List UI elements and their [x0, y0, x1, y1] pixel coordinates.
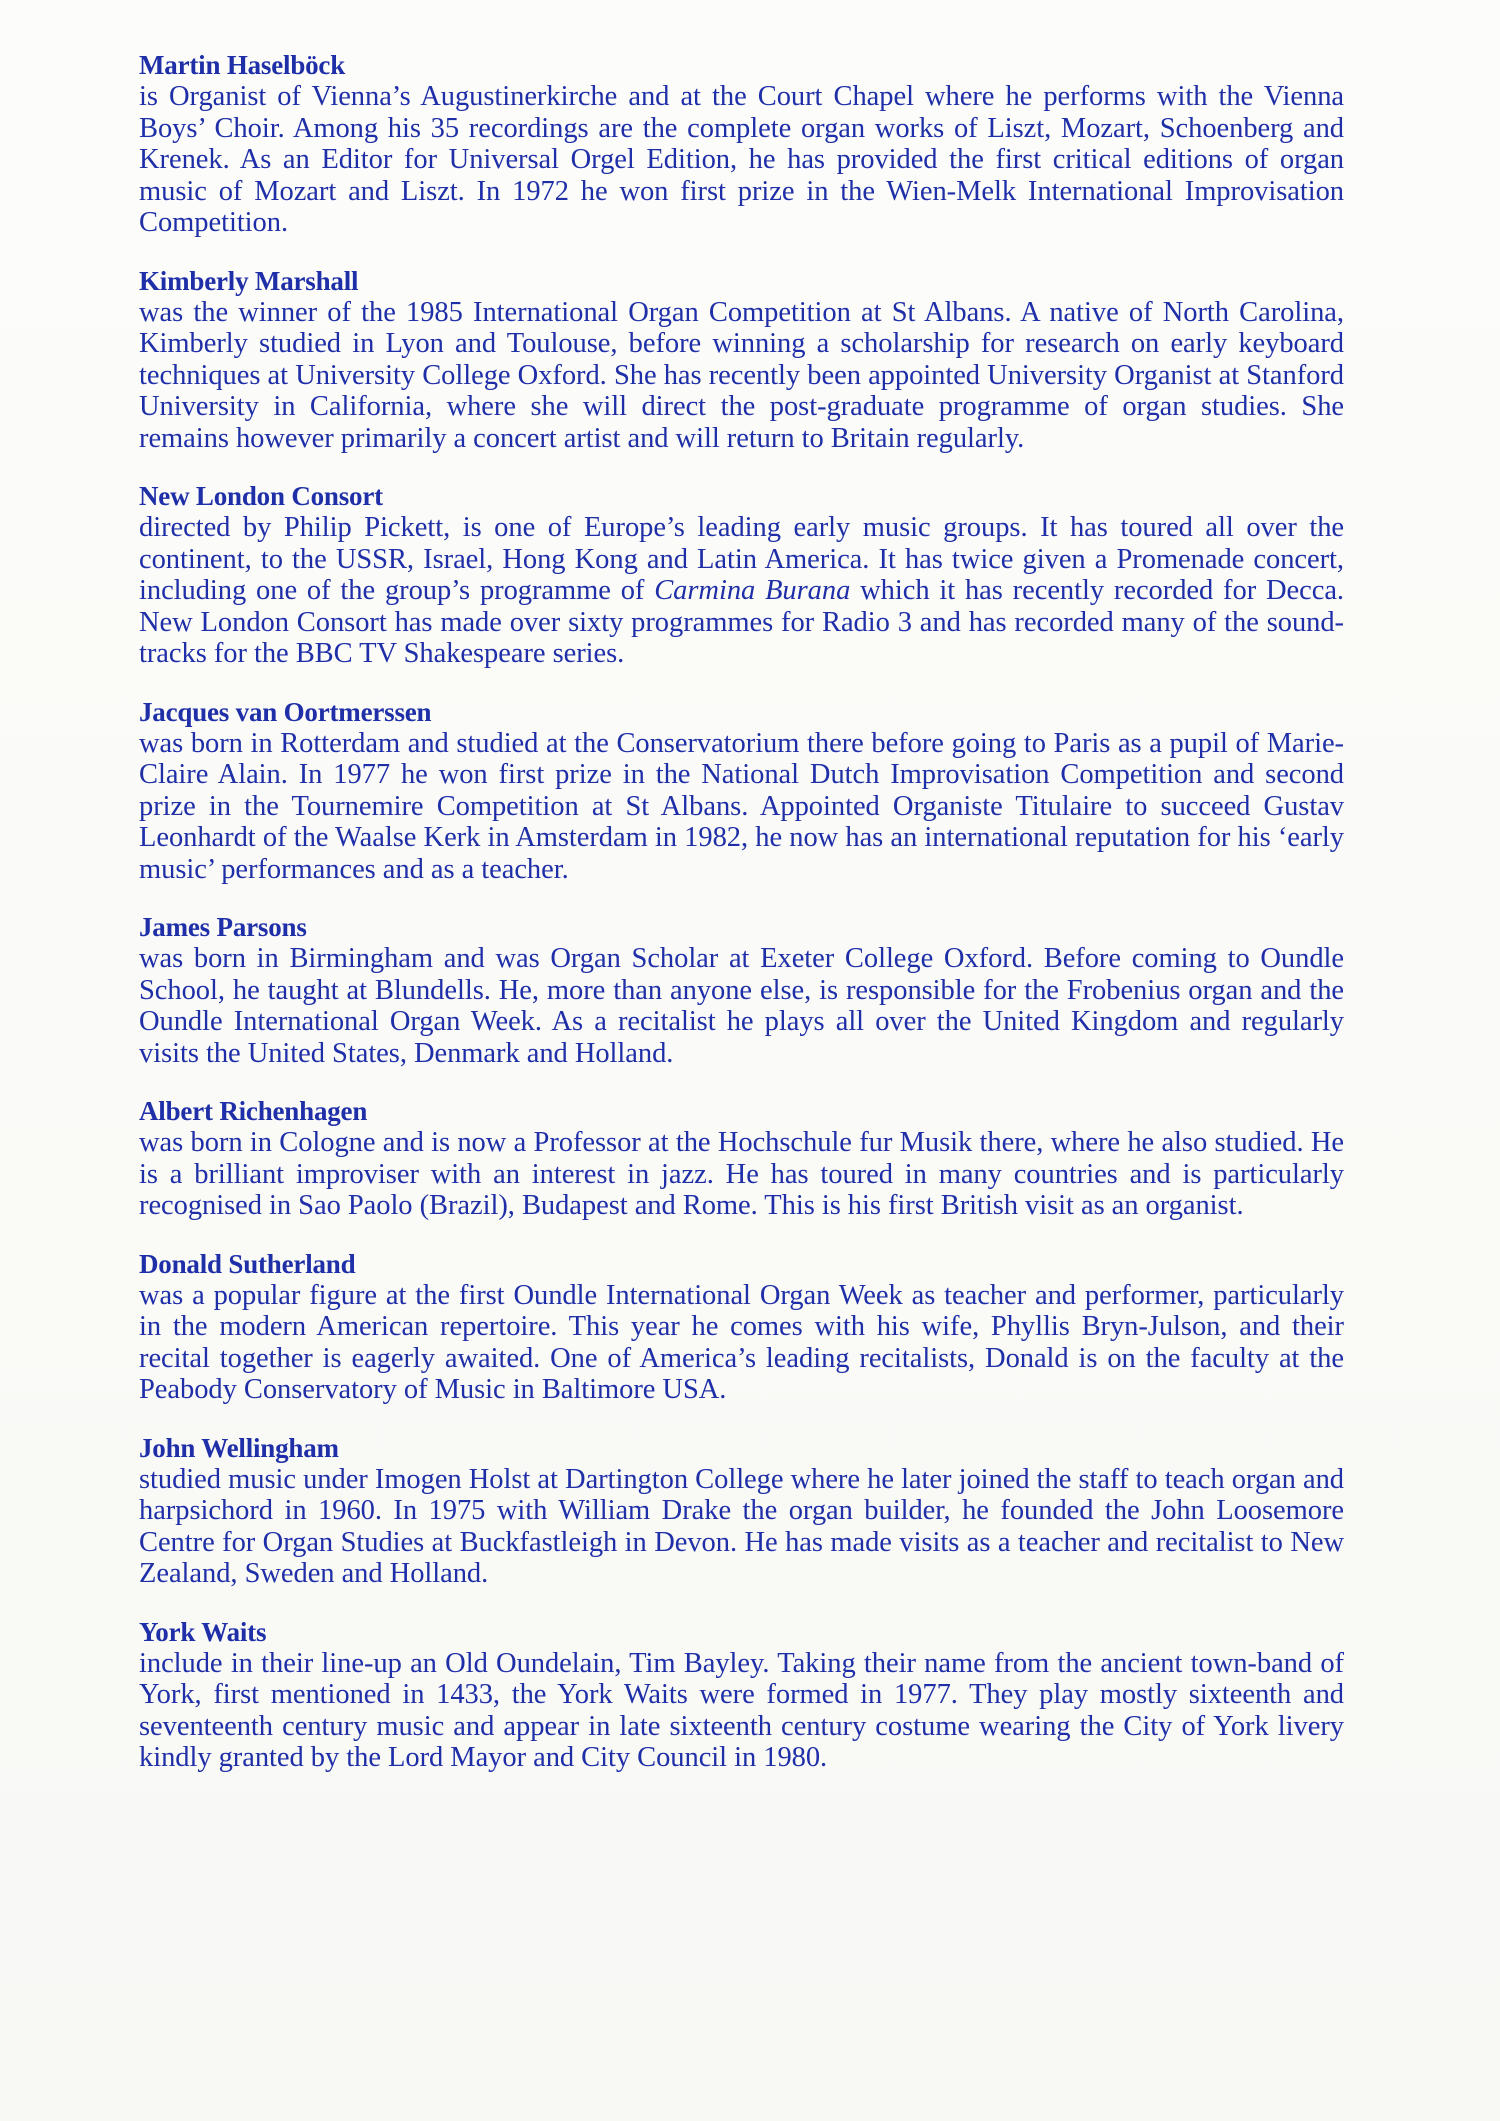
bio-donald-sutherland [139, 1249, 1344, 1406]
bio-name: Albert Richenhagen [139, 1096, 368, 1126]
bio-text: was born in Cologne and is now a Professor at the Hochschule fur Musik there, where he also studied. He is a brilliant improviser with an interest in jazz. He has toured in many countries and is particularly recognised in Sao Paolo (Brazil), Budapest and Rome. This is his first British visit as an organist. [139, 1127, 1344, 1221]
bio-text: was the winner of the 1985 International Organ Competition at St Albans. A native of North Carolina, Kimberly studied in Lyon and Toulouse, before winning a scholarship for research on early keyboard techniques at University College Oxford. She has recently been appointed University Organist at Stanford University in California, where she will direct the post-graduate programme of organ studies. She remains however primarily a concert artist and will return to Britain regularly. [139, 296, 1344, 454]
bio-text [139, 512, 1344, 670]
bio-name: Martin Haselböck [139, 50, 346, 80]
bio-name: John Wellingham [139, 1432, 339, 1463]
biographies-list [139, 50, 1344, 1801]
bio-text-part: which it has recently recorded for Decca. New London Consort has made over sixty programmes for Radio 3 and has recorded many of the sound-tracks for the BBC TV Shakespeare series. [139, 575, 1344, 669]
bio-text-part: directed by Philip Pickett, is one of Europe’s leading early music groups. It has toured all over the continent, to the USSR, Israel, Hong Kong and Latin America. It has twice given a Promenade concert, including one of the group’s programme of [139, 512, 1344, 606]
bio-name: New London Consort [139, 481, 383, 511]
bio-martin-haselbock [139, 50, 1344, 239]
bio-james-parsons [139, 912, 1344, 1069]
bio-name: James Parsons [139, 912, 307, 942]
bio-text: is Organist of Vienna’s Augustinerkirche and at the Court Chapel where he performs with the Vienna Boys’ Choir. Among his 35 recordings are the complete organ works of Liszt, Mozart, Schoenberg and Krenek. As an Editor for Universal Orgel Edition, he has provided the first critical editions of organ music of Mozart and Liszt. In 1972 he won first prize in the Wien-Melk International Improvisation Competition. [139, 81, 1344, 238]
bio-albert-richenhagen [139, 1096, 1344, 1222]
bio-kimberly-marshall [139, 266, 1344, 455]
bio-text: was born in Rotterdam and studied at the Conservatorium there before going to Paris as a pupil of Marie-Claire Alain. In 1977 he won first prize in the National Dutch Improvisation Competition and second prize in the Tournemire Competition at St Albans. Appointed Organiste Titulaire to succeed Gustav Leonhardt of the Waalse Kerk in Amsterdam in 1982, he now has an international reputation for his ‘early music’ performances and as a teacher. [139, 727, 1344, 885]
bio-york-waits [139, 1617, 1344, 1774]
bio-new-london-consort [139, 481, 1344, 670]
bio-jacques-van-oortmerssen [139, 697, 1344, 886]
bio-text-italic-title: Carmina Burana [654, 575, 851, 606]
bio-name: Donald Sutherland [139, 1248, 356, 1279]
bio-text: was a popular figure at the first Oundle International Organ Week as teacher and performer, particularly in the modern American repertoire. This year he comes with his wife, Phyllis Bryn-Julson, and their recital together is eagerly awaited. One of America’s leading recitalists, Donald is on the faculty at the Peabody Conservatory of Music in Baltimore USA. [139, 1279, 1344, 1405]
bio-name: York Waits [139, 1616, 267, 1647]
bio-text: was born in Birmingham and was Organ Scholar at Exeter College Oxford. Before coming to Oundle School, he taught at Blundells. He, more than anyone else, is responsible for the Frobenius organ and the Oundle International Organ Week. As a recitalist he plays all over the United Kingdom and regularly visits the United States, Denmark and Holland. [139, 943, 1344, 1069]
bio-john-wellingham [139, 1433, 1344, 1590]
bio-text: include in their line-up an Old Oundelain, Tim Bayley. Taking their name from the ancient town-band of York, first mentioned in 1433, the York Waits were formed in 1977. They play mostly sixteenth and seventeenth century music and appear in late sixteenth century costume wearing the City of York livery kindly granted by the Lord Mayor and City Council in 1980. [139, 1647, 1344, 1773]
bio-text: studied music under Imogen Holst at Dartington College where he later joined the staff to teach organ and harpsichord in 1960. In 1975 with William Drake the organ builder, he founded the John Loosemore Centre for Organ Studies at Buckfastleigh in Devon. He has made visits as a teacher and recitalist to New Zealand, Sweden and Holland. [139, 1463, 1344, 1589]
bio-name: Jacques van Oortmerssen [139, 696, 432, 727]
bio-name: Kimberly Marshall [139, 265, 359, 296]
